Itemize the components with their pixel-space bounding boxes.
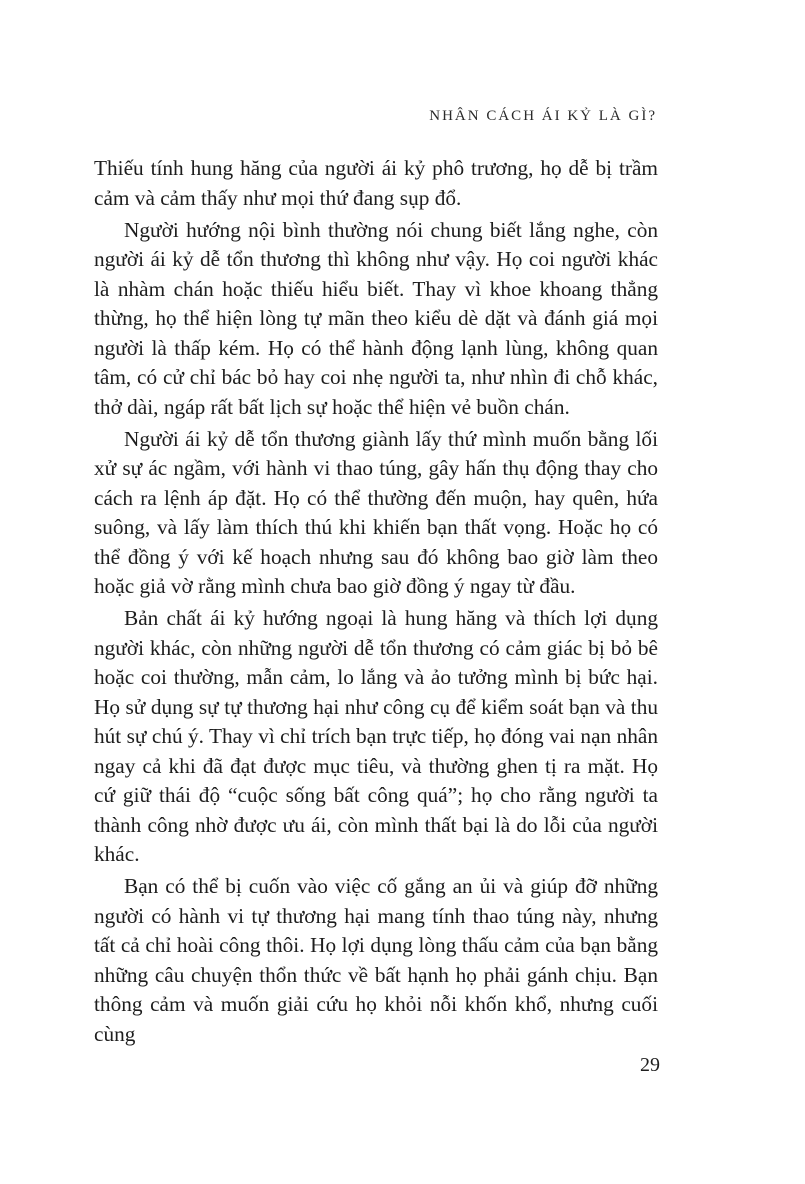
page-number: 29: [640, 1054, 660, 1076]
body-text: [94, 154, 658, 1052]
paragraph: Người ái kỷ dễ tổn thương giành lấy thứ mình muốn bằng lối xử sự ác ngầm, với hành vi thao túng, gây hấn thụ động thay cho cách ra lệnh áp đặt. Họ có thể thường đến muộn, hay quên, hứa suông, và lấy làm thích thú khi khiến bạn thất vọng. Hoặc họ có thể đồng ý với kế hoạch nhưng sau đó không bao giờ làm theo hoặc giả vờ rằng mình chưa bao giờ đồng ý ngay từ đầu.: [94, 426, 658, 598]
paragraph: Người hướng nội bình thường nói chung biết lắng nghe, còn người ái kỷ dễ tổn thương thì không như vậy. Họ coi người khác là nhàm chán hoặc thiếu hiểu biết. Thay vì khoe khoang thẳng thừng, họ thể hiện lòng tự mãn theo kiểu dè dặt và đánh giá mọi người là thấp kém. Họ có thể hành động lạnh lùng, không quan tâm, có cử chỉ bác bỏ hay coi nhẹ người ta, như nhìn đi chỗ khác, thở dài, ngáp rất bất lịch sự hoặc thể hiện vẻ buồn chán.: [94, 217, 658, 419]
running-header: NHÂN CÁCH ÁI KỶ LÀ GÌ?: [429, 108, 657, 124]
paragraph: Bản chất ái kỷ hướng ngoại là hung hăng và thích lợi dụng người khác, còn những người dễ tổn thương có cảm giác bị bỏ bê hoặc coi thường, mẫn cảm, lo lắng và ảo tưởng mình bị bức hại. Họ sử dụng sự tự thương hại như công cụ để kiểm soát bạn và thu hút sự chú ý. Thay vì chỉ trích bạn trực tiếp, họ đóng vai nạn nhân ngay cả khi đã đạt được mục tiêu, và thường ghen tị ra mặt. Họ cứ giữ thái độ “cuộc sống bất công quá”; họ cho rằng người ta thành công nhờ được ưu ái, còn mình thất bại là do lỗi của người khác.: [94, 606, 658, 866]
paragraph: Thiếu tính hung hăng của người ái kỷ phô trương, họ dễ bị trầm cảm và cảm thấy như mọi thứ đang sụp đổ.: [94, 156, 658, 210]
paragraph: Bạn có thể bị cuốn vào việc cố gắng an ủi và giúp đỡ những người có hành vi tự thương hại mang tính thao túng này, nhưng tất cả chỉ hoài công thôi. Họ lợi dụng lòng thấu cảm của bạn bằng những câu chuyện thổn thức về bất hạnh họ phải gánh chịu. Bạn thông cảm và muốn giải cứu họ khỏi nỗi khốn khổ, nhưng cuối cùng: [94, 874, 658, 1046]
